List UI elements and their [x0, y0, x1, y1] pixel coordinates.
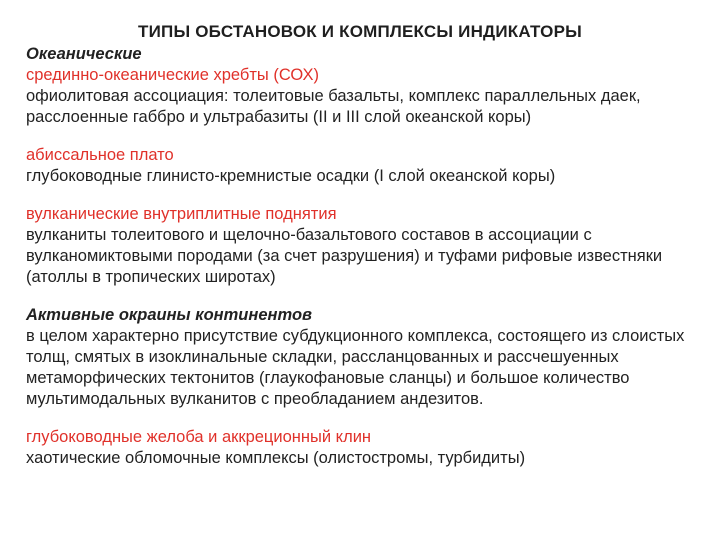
section-text-line: вулканиты толеитового и щелочно-базальтового составов в ассоциации с	[26, 226, 592, 244]
oceanic-heading: Океанические	[26, 45, 142, 63]
section-text-line: вулканомиктовыми породами (за счет разрушения) и туфами рифовые известняки	[26, 247, 663, 265]
active-intro-line: в целом характерно присутствие субдукционного комплекса, состоящего из слоистых	[26, 327, 685, 345]
section-title-mor: срединно-океанические хребты (СОХ)	[26, 66, 319, 84]
section-text-line: глубоководные глинисто-кремнистые осадки (I слой океанской коры)	[26, 167, 556, 185]
section-text-line: хаотические обломочные комплексы (олистостромы, турбидиты)	[26, 449, 526, 467]
section-text-line: офиолитовая ассоциация: толеитовые базальты, комплекс параллельных даек,	[26, 87, 641, 105]
spacer	[26, 288, 706, 305]
active-margins-heading: Активные окраины континентов	[26, 306, 312, 324]
section-title-trench-accretionary-wedge: глубоководные желоба и аккреционный клин	[26, 428, 372, 446]
spacer	[26, 128, 706, 145]
spacer	[26, 187, 706, 204]
section-title-abyssal-plain: абиссальное плато	[26, 146, 174, 164]
slide-title: ТИПЫ ОБСТАНОВОК И КОМПЛЕКСЫ ИНДИКАТОРЫ	[138, 22, 582, 41]
active-intro-line: мультимодальных вулканитов с преобладанием андезитов.	[26, 390, 484, 408]
section-text-line: (атоллы в тропических широтах)	[26, 268, 276, 286]
active-intro-line: толщ, смятых в изоклинальные складки, рассланцованных и рассчешуенных	[26, 348, 619, 366]
section-text-line: расслоенные габбро и ультрабазиты (II и III слой океанской коры)	[26, 108, 532, 126]
active-intro-line: метаморфических тектонитов (глаукофановые сланцы) и большое количество	[26, 369, 630, 387]
section-title-intraplate-rises: вулканические внутриплитные поднятия	[26, 205, 337, 223]
spacer	[26, 410, 706, 427]
slide-content	[26, 44, 706, 469]
